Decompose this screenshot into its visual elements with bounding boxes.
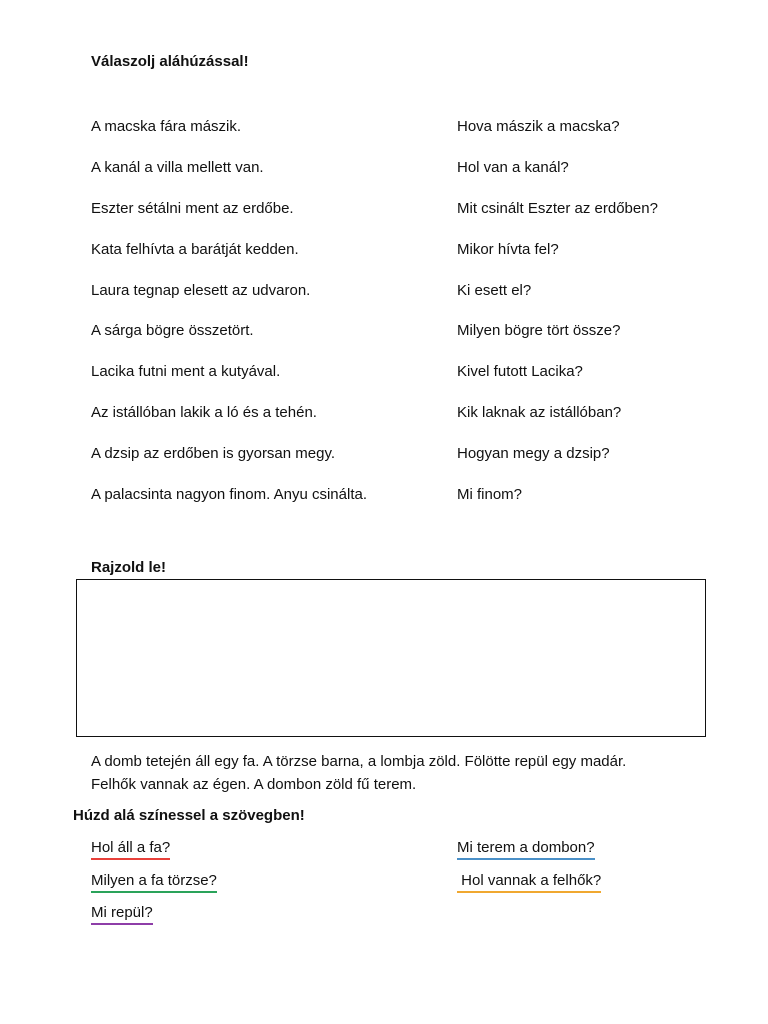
description-paragraph <box>91 750 731 796</box>
sentence-3: Eszter sétálni ment az erdőbe. <box>91 200 294 217</box>
sentence-7: Lacika futni ment a kutyával. <box>91 363 281 380</box>
sentence-2: A kanál a villa mellett van. <box>91 159 264 176</box>
paragraph-line-2: Felhők vannak az égen. A dombon zöld fű terem. <box>91 776 417 793</box>
question-10: Mi finom? <box>457 486 523 503</box>
question-9: Hogyan megy a dzsip? <box>457 445 610 462</box>
sentence-5: Laura tegnap elesett az udvaron. <box>91 282 311 299</box>
question-tree-trunk: Milyen a fa törzse? <box>91 872 217 893</box>
question-8: Kik laknak az istállóban? <box>457 404 622 421</box>
question-2: Hol van a kanál? <box>457 159 569 176</box>
question-what-grows: Mi terem a dombon? <box>457 839 595 860</box>
sentence-10: A palacsinta nagyon finom. Anyu csinálta. <box>91 486 368 503</box>
question-5: Ki esett el? <box>457 282 532 299</box>
question-6: Milyen bögre tört össze? <box>457 322 621 339</box>
question-3: Mit csinált Eszter az erdőben? <box>457 200 658 217</box>
section-heading-underline-with-color: Húzd alá színessel a szövegben! <box>73 807 305 824</box>
sentence-6: A sárga bögre összetört. <box>91 322 254 339</box>
question-what-flies: Mi repül? <box>91 904 153 925</box>
question-7: Kivel futott Lacika? <box>457 363 583 380</box>
paragraph-line-1: A domb tetején áll egy fa. A törzse barna, a lombja zöld. Fölötte repül egy madár. <box>91 753 627 770</box>
sentence-1: A macska fára mászik. <box>91 118 242 135</box>
section-heading-draw-it: Rajzold le! <box>91 559 167 576</box>
section-heading-answer-by-underlining: Válaszolj aláhúzással! <box>91 53 249 70</box>
question-1: Hova mászik a macska? <box>457 118 620 135</box>
question-where-clouds: Hol vannak a felhők? <box>457 872 601 893</box>
question-4: Mikor hívta fel? <box>457 241 559 258</box>
sentence-8: Az istállóban lakik a ló és a tehén. <box>91 404 317 421</box>
drawing-box[interactable] <box>76 579 706 737</box>
sentence-4: Kata felhívta a barátját kedden. <box>91 241 299 258</box>
sentence-9: A dzsip az erdőben is gyorsan megy. <box>91 445 336 462</box>
question-where-tree: Hol áll a fa? <box>91 839 170 860</box>
